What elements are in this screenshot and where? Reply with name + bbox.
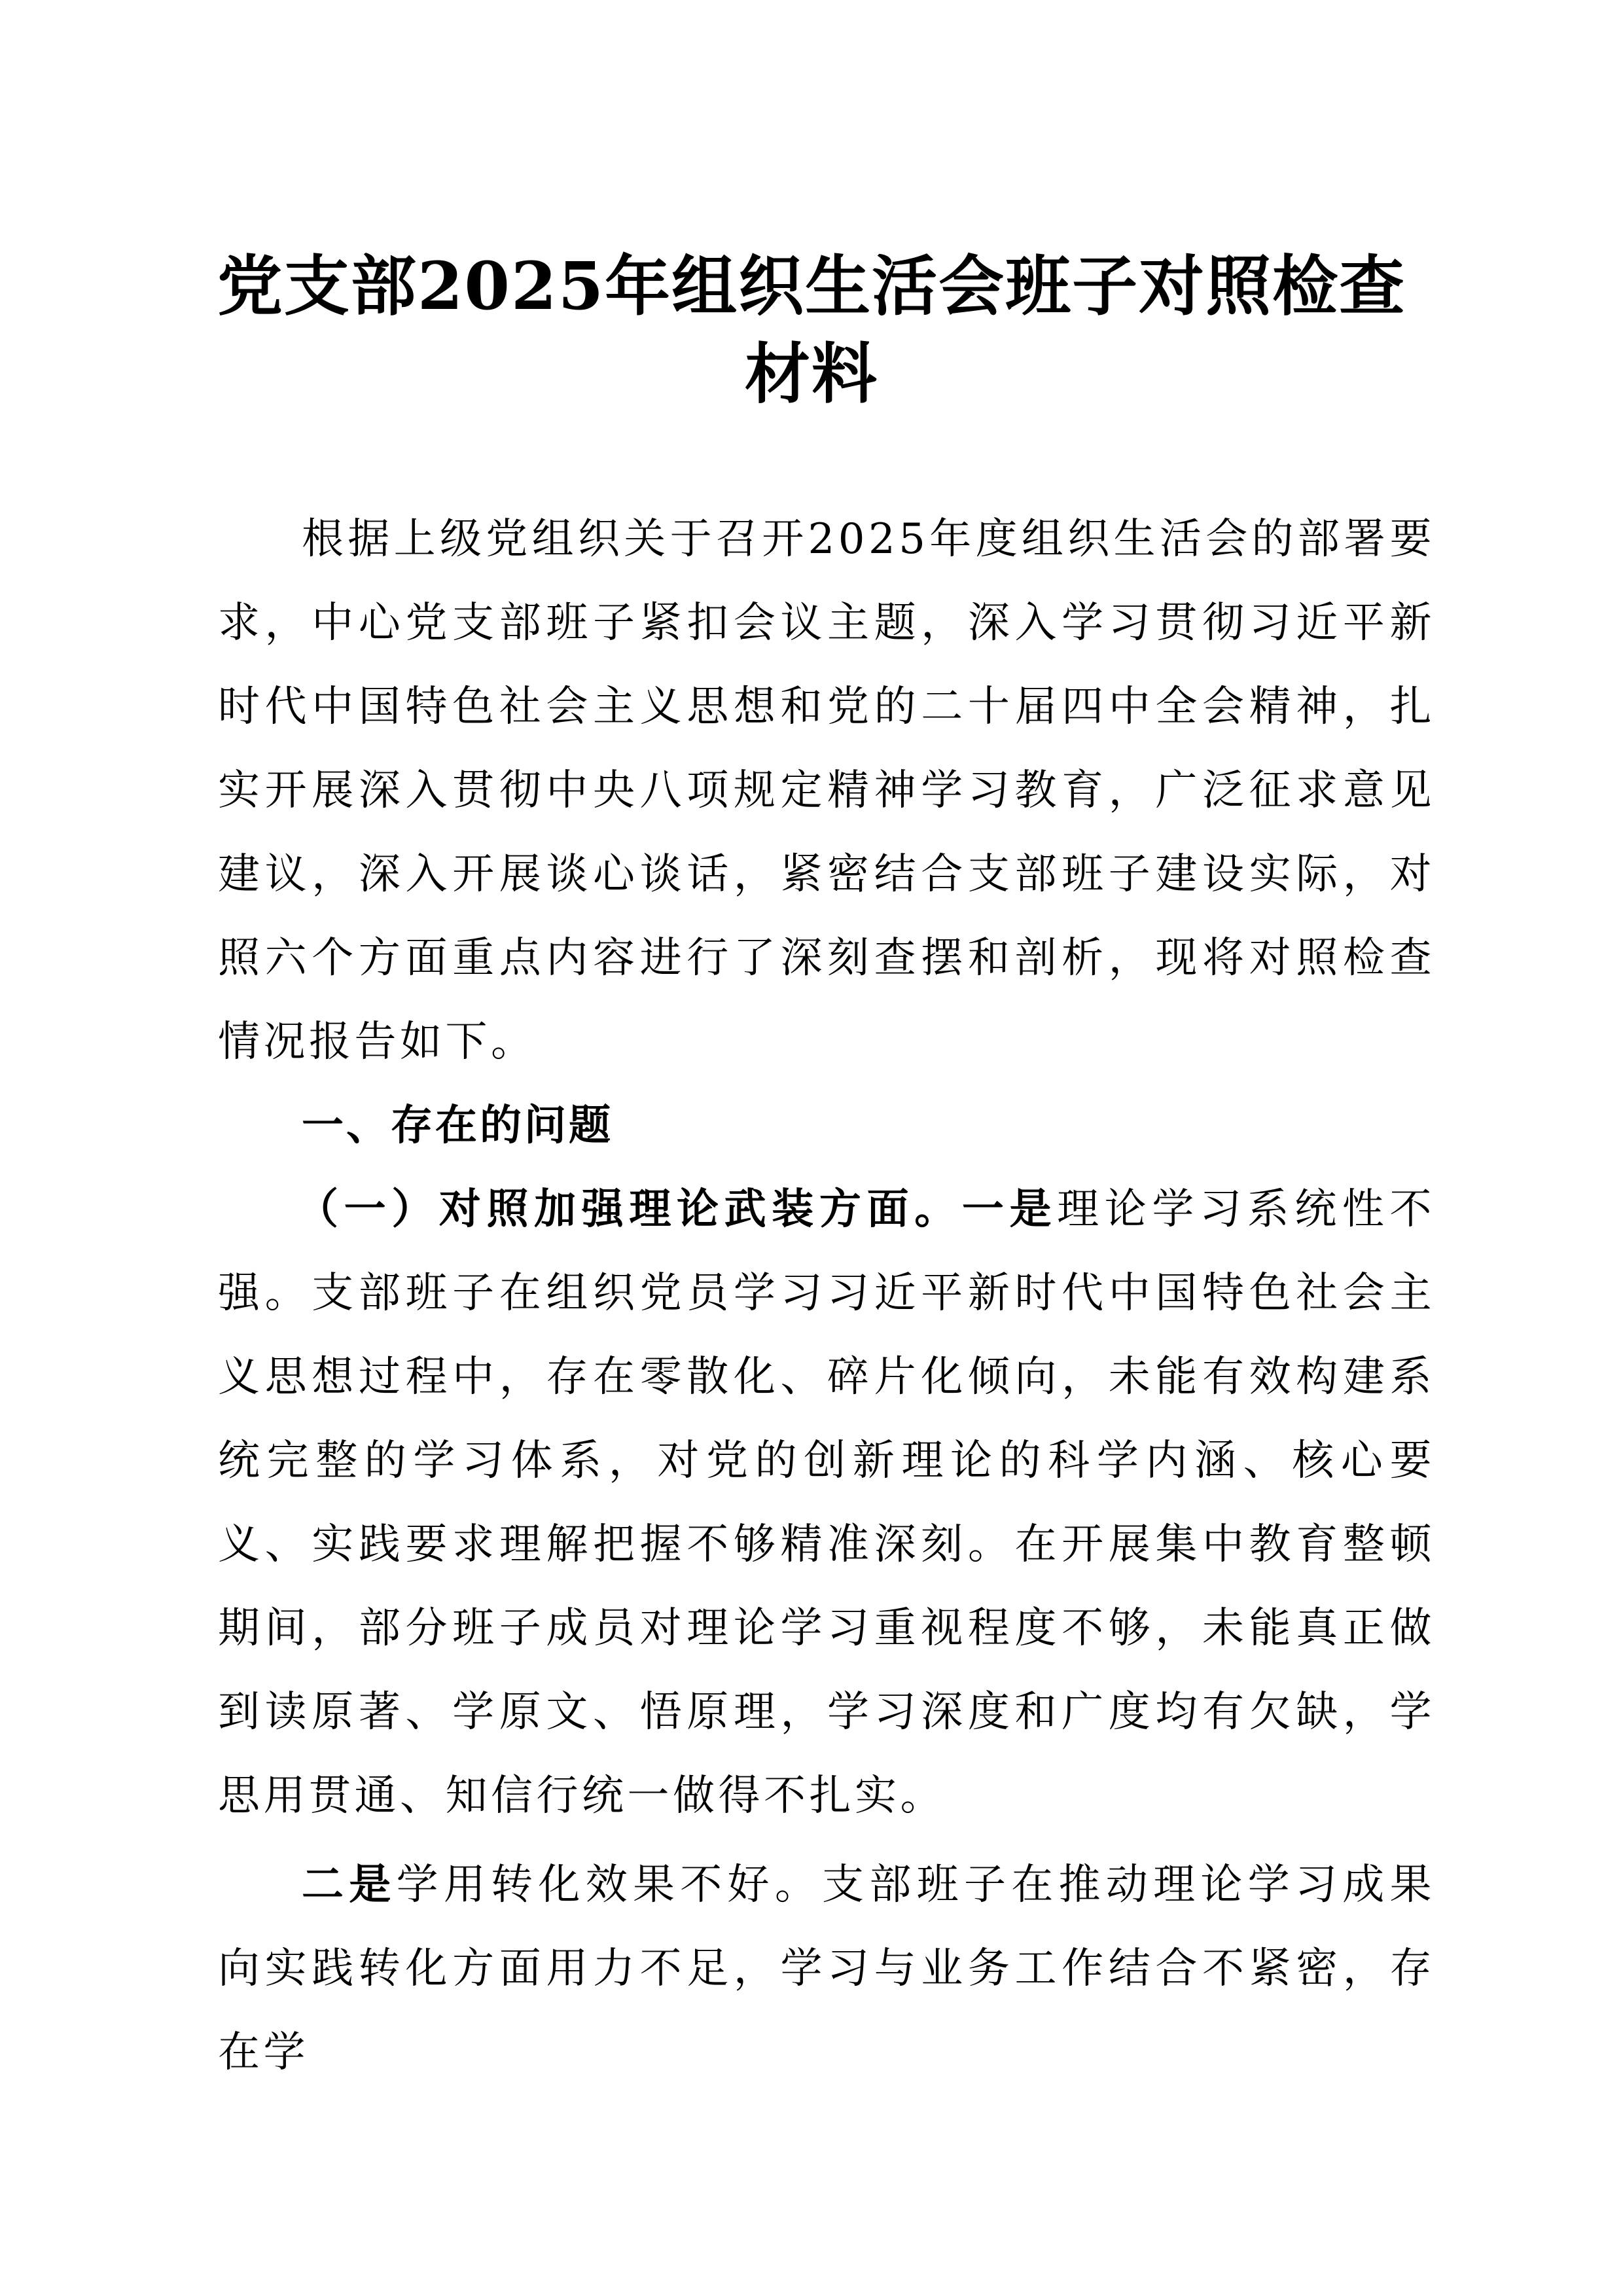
section-heading: 一、存在的问题	[302, 1101, 613, 1150]
point-2-label: 二是	[302, 1860, 397, 1909]
subsection-label: （一）对照加强理论武装方面。	[296, 1185, 962, 1234]
title-line-1: 党支部2025年组织生活会班子对照检查	[217, 247, 1406, 325]
subsection-paragraph	[218, 1168, 1435, 1838]
intro-paragraph: 根据上级党组织关于召开2025年度组织生活会的部署要求，中心党支部班子紧扣会议主题，深入学习贯彻习近平新时代中国特色社会主义思想和党的二十届四中全会精神，扎实开展深入贯彻中央八项规定精神学习教育，广泛征求意见建议，深入开展谈心谈话，紧密结合支部班子建设实际，对照六个方面重点内容进行了深刻查摆和剖析，现将对照检查情况报告如下。	[218, 515, 1435, 1066]
document-title	[196, 242, 1427, 418]
point-2-text: 学用转化效果不好。支部班子在推动理论学习成果向实践转化方面用力不足，学习与业务工作结合不紧密，存在学	[218, 1861, 1436, 2077]
point-2-paragraph	[218, 1843, 1435, 2094]
point-1-label: 一是	[961, 1185, 1058, 1234]
title-line-2: 材料	[745, 335, 878, 412]
point-1-text: 理论学习系统性不强。支部班子在组织党员学习习近平新时代中国特色社会主义思想过程中，存在零散化、碎片化倾向，未能有效构建系统完整的学习体系，对党的创新理论的科学内涵、核心要义、实践要求理解把握不够精准深刻。在开展集中教育整顿期间，部分班子成员对理论学习重视程度不够，未能真正做到读原著、学原文、悟原理，学习深度和广度均有欠缺，学思用贯通、知信行统一做得不扎实。	[218, 1185, 1436, 1820]
document-body	[218, 497, 1435, 2094]
